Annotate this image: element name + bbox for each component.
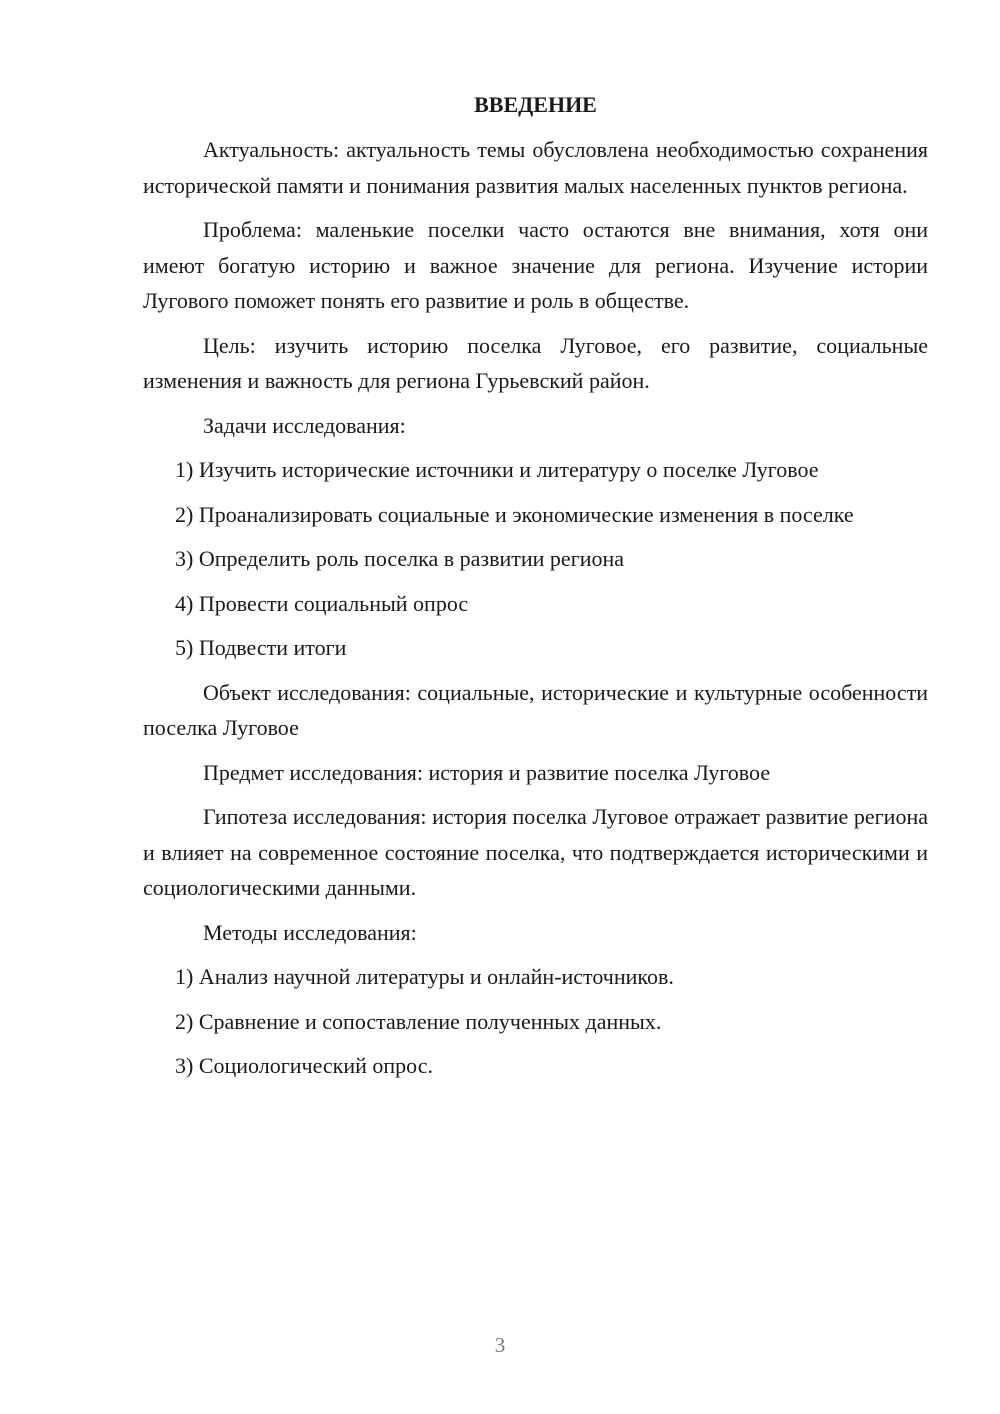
method-item-1: 1) Анализ научной литературы и онлайн-источников.	[175, 964, 674, 989]
relevance-paragraph: Актуальность: актуальность темы обусловлена необходимостью сохранения исторической памяти и понимания развития малых населенных пунктов региона.	[143, 137, 928, 198]
method-item-3: 3) Социологический опрос.	[175, 1053, 433, 1078]
tasks-heading: Задачи исследования:	[203, 412, 406, 438]
task-item-5: 5) Подвести итоги	[175, 635, 347, 660]
page-number: 3	[494, 1333, 506, 1357]
object-paragraph: Объект исследования: социальные, исторические и культурные особенности поселка Луговое	[143, 679, 928, 740]
problem-paragraph: Проблема: маленькие поселки часто остаются вне внимания, хотя они имеют богатую историю и важное значение для региона. Изучение истории Лугового поможет понять его развитие и роль в обществе.	[143, 217, 928, 313]
task-item-2: 2) Проанализировать социальные и экономические изменения в поселке	[175, 501, 854, 527]
task-item-4: 4) Провести социальный опрос	[175, 590, 469, 616]
task-item-3: 3) Определить роль поселка в развитии региона	[175, 546, 625, 571]
task-item-1: 1) Изучить исторические источники и литературу о поселке Луговое	[175, 457, 819, 482]
section-title: ВВЕДЕНИЕ	[474, 92, 597, 117]
goal-paragraph: Цель: изучить историю поселка Луговое, его развитие, социальные изменения и важность для региона Гурьевский район.	[143, 332, 928, 393]
hypothesis-paragraph: Гипотеза исследования: история поселка Луговое отражает развитие региона и влияет на современное состояние поселка, что подтверждается историческими и социологическими данными.	[143, 804, 928, 900]
subject-paragraph: Предмет исследования: история и развитие поселка Луговое	[203, 759, 771, 785]
document-body	[143, 90, 928, 1093]
methods-heading: Методы исследования:	[203, 919, 417, 945]
method-item-2: 2) Сравнение и сопоставление полученных данных.	[175, 1008, 662, 1034]
